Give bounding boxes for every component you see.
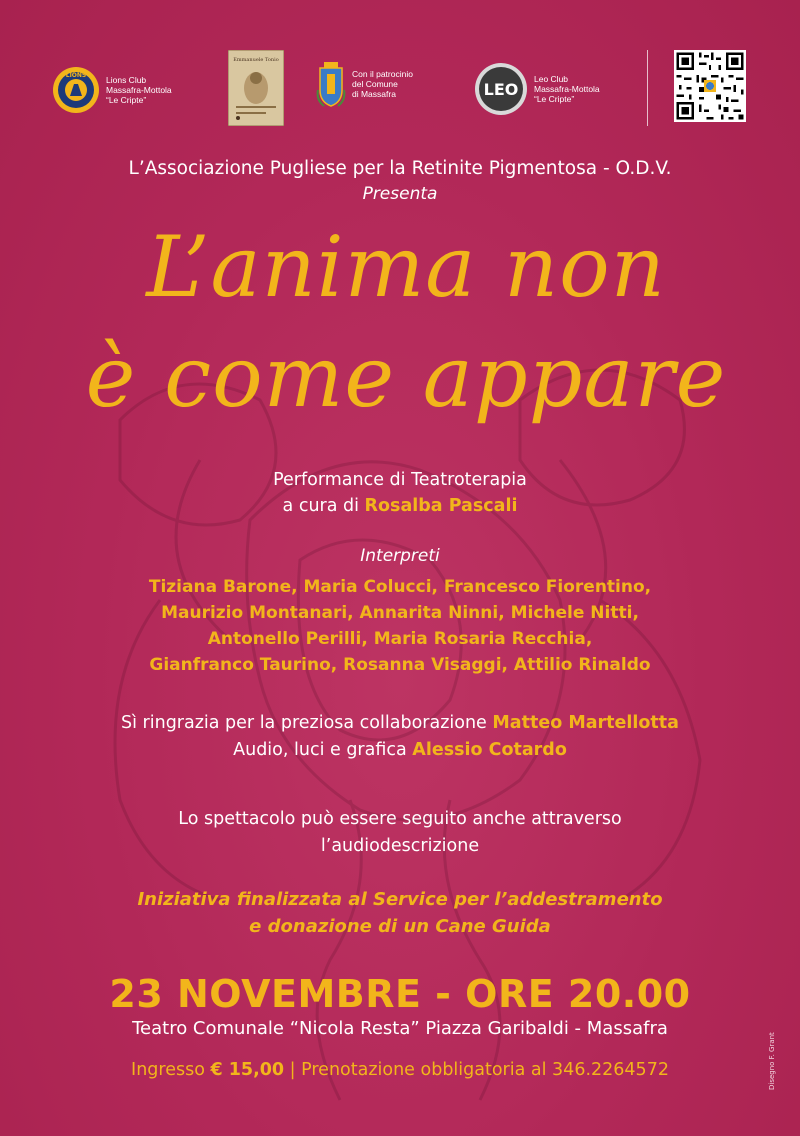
header-logos xyxy=(0,44,800,134)
performance-line: Performance di Teatroterapia xyxy=(273,470,527,490)
leo-emblem-icon xyxy=(474,62,528,116)
drawing-credit: Disegno F. Grant xyxy=(768,1032,776,1090)
qr-code-icon[interactable] xyxy=(674,50,746,122)
leo-line-2: Massafra-Mottola xyxy=(534,84,600,94)
interpreti-list xyxy=(0,574,800,678)
comune-line-1: Con il patrocinio xyxy=(352,69,413,79)
audio-line xyxy=(0,737,800,764)
book-title: Emmanuele Tonio xyxy=(233,57,279,63)
interpreti-line-2: Maurizio Montanari, Annarita Ninni, Michele Nitti, xyxy=(161,603,639,623)
leo-emblem-text: LEO xyxy=(483,80,519,99)
thanks-line xyxy=(0,710,800,737)
initiative-line-1: Iniziativa finalizzata al Service per l’addestramento xyxy=(137,889,663,910)
ticket-info xyxy=(0,1060,800,1080)
cura-line xyxy=(0,496,800,516)
leo-club-logo xyxy=(474,62,600,116)
leo-line-1: Leo Club xyxy=(534,74,569,84)
ingresso-prefix: Ingresso xyxy=(131,1060,211,1080)
interpreti-line-4: Gianfranco Taurino, Rosanna Visaggi, Attilio Rinaldo xyxy=(149,655,651,675)
audiodescription-block xyxy=(0,806,800,860)
lions-line-1: Lions Club xyxy=(106,75,147,85)
lions-emblem-text: LIONS xyxy=(65,72,87,79)
leo-club-text xyxy=(534,74,600,104)
interpreti-line-1: Tiziana Barone, Maria Colucci, Francesco Fiorentino, xyxy=(148,577,652,597)
comune-text xyxy=(352,69,413,99)
comune-logo xyxy=(316,60,413,108)
booking-phone: | Prenotazione obbligatoria al 346.2264572 xyxy=(284,1060,669,1080)
presenta-label: Presenta xyxy=(362,184,438,204)
comune-crest-icon xyxy=(316,60,346,108)
comune-line-2: del Comune xyxy=(352,79,398,89)
interpreti-label: Interpreti xyxy=(360,546,440,566)
interpreti-line-3: Antonello Perilli, Maria Rosaria Recchia, xyxy=(207,629,593,649)
lions-emblem-icon xyxy=(52,66,100,114)
thanks-block xyxy=(0,710,800,764)
lions-line-3: “Le Cripte” xyxy=(106,95,147,105)
header-divider xyxy=(647,50,648,126)
lions-club-logo xyxy=(52,66,172,114)
ticket-price: € 15,00 xyxy=(210,1060,285,1080)
thanks-name: Matteo Martellotta xyxy=(492,713,679,733)
event-date: 23 NOVEMBRE - ORE 20.00 xyxy=(109,972,691,1016)
director-name: Rosalba Pascali xyxy=(364,496,518,516)
comune-line-3: di Massafra xyxy=(352,89,396,99)
initiative-line-2: e donazione di un Cane Guida xyxy=(249,916,551,937)
event-venue: Teatro Comunale “Nicola Resta” Piazza Garibaldi - Massafra xyxy=(132,1018,668,1039)
title-line-1: L’anima non xyxy=(146,218,666,316)
lions-line-2: Massafra-Mottola xyxy=(106,85,172,95)
audio-prefix: Audio, luci e grafica xyxy=(233,740,413,760)
cura-prefix: a cura di xyxy=(282,496,365,516)
title-line-2: è come appare xyxy=(85,328,727,426)
association-name: L’Associazione Pugliese per la Retinite Pigmentosa - O.D.V. xyxy=(128,158,672,179)
book-cover-logo xyxy=(228,50,284,126)
audiodesc-line-1: Lo spettacolo può essere seguito anche attraverso xyxy=(178,809,622,829)
audiodesc-line-2: l’audiodescrizione xyxy=(320,836,480,856)
leo-line-3: “Le Cripte” xyxy=(534,94,575,104)
lions-club-text xyxy=(106,75,172,105)
book-cover-icon xyxy=(228,50,284,126)
audio-name: Alessio Cotardo xyxy=(412,740,567,760)
thanks-prefix: Sì ringrazia per la preziosa collaborazione xyxy=(121,713,493,733)
initiative-block xyxy=(0,886,800,940)
